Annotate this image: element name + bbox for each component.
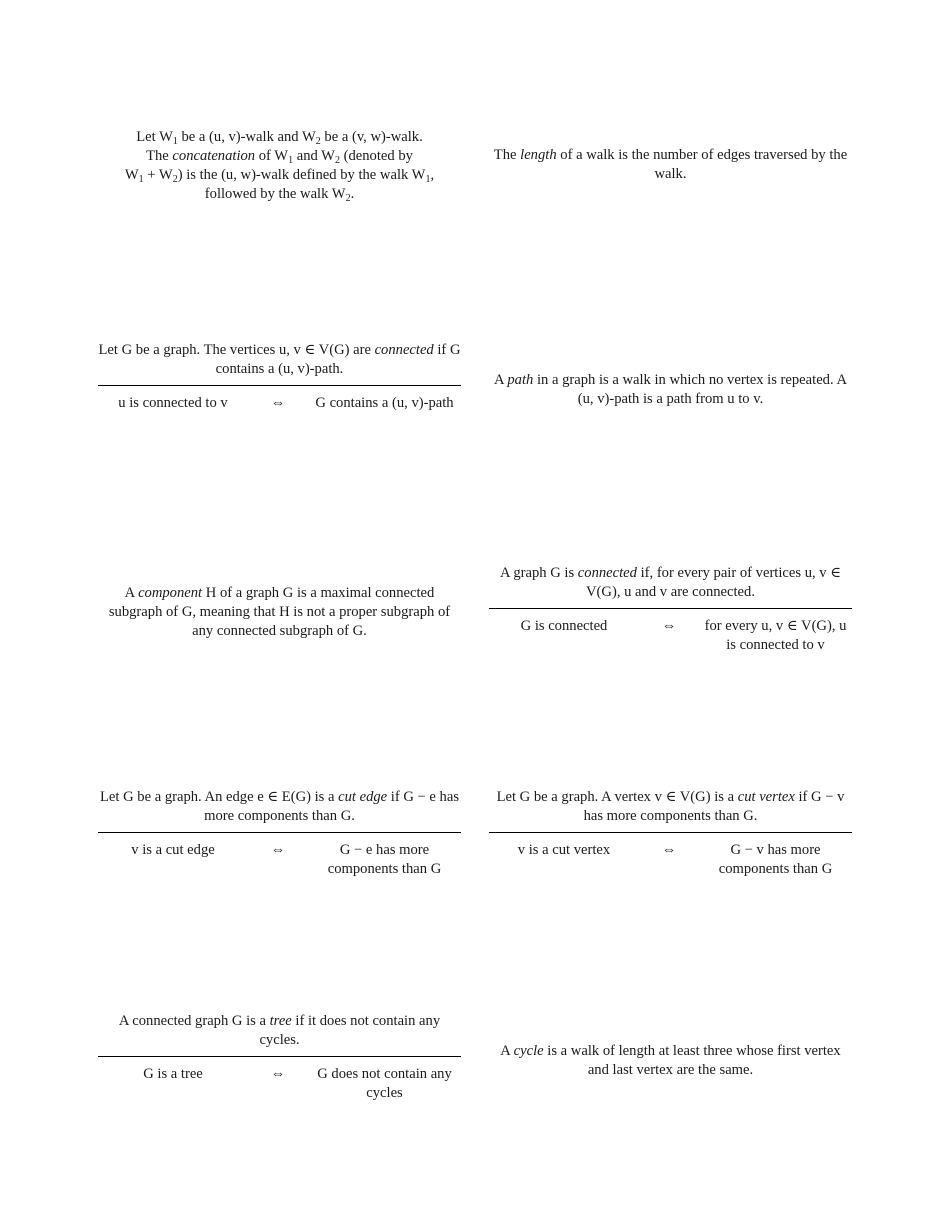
equivalence-lhs: G is a tree: [143, 1066, 203, 1082]
equivalence-rhs: G does not contain any cycles: [317, 1066, 452, 1101]
definition-text: Let G be a graph. The vertices u, v ∈ V(G) are connected if G contains a (u, v)-path.: [98, 342, 461, 377]
definition-text: A graph G is connected if, for every pair of vertices u, v ∈ V(G), u and v are connected.: [499, 565, 842, 600]
card-length: [489, 146, 852, 184]
equivalence: [98, 1057, 461, 1103]
equivalence-lhs: v is a cut vertex: [517, 842, 611, 858]
equivalence-rhs: for every u, v ∈ V(G), u is connected to v: [704, 618, 847, 653]
card-cycle: [489, 1042, 852, 1080]
equivalence: [98, 833, 461, 879]
card-concatenation: [98, 128, 461, 204]
card-vertex-connected: [98, 341, 461, 413]
defined-term: component: [138, 585, 203, 601]
equivalence: [489, 833, 852, 879]
equivalence-lhs: G is connected: [520, 618, 608, 634]
definition-text: A path in a graph is a walk in which no vertex is repeated. A (u, v)-path is a path from u to v.: [493, 372, 848, 407]
defined-term: connected: [577, 565, 637, 581]
iff-symbol: ⇔: [270, 395, 286, 411]
definition-text: A connected graph G is a tree if it does not contain any cycles.: [118, 1013, 441, 1048]
defined-term: cut vertex: [737, 789, 795, 805]
card-component: [98, 584, 461, 641]
equivalence-rhs: G − v has more components than G: [718, 842, 833, 877]
defined-term: cut edge: [338, 789, 388, 805]
defined-term: path: [507, 372, 534, 388]
definition-text: A component H of a graph G is a maximal connected subgraph of G, meaning that H is not a proper subgraph of any connected subgraph of G.: [108, 585, 451, 639]
iff-symbol: ⇔: [270, 1066, 286, 1082]
defined-term: length: [520, 147, 557, 163]
equivalence-rhs: G contains a (u, v)-path: [315, 395, 454, 411]
equivalence-lhs: v is a cut edge: [131, 842, 215, 858]
card-cut-vertex: [489, 788, 852, 879]
defined-term: cycle: [513, 1043, 544, 1059]
definition-text: A cycle is a walk of length at least three whose first vertex and last vertex are the same.: [500, 1043, 841, 1078]
equivalence-lhs: u is connected to v: [118, 395, 228, 411]
definition-text: Let $W_1$ be a (u, v)-walk and $W_2$ be a (v, w)-walk. The concatenation of $W_1$ and $W_2$ (denoted by $W_1 + W_2$) is the (u, w)-walk defined by the walk $W_1$, followed by the walk $W_2$.: [124, 129, 435, 204]
definition-text: Let G be a graph. An edge e ∈ E(G) is a cut edge if G − e has more components than G.: [99, 789, 460, 824]
equivalence: [98, 386, 461, 413]
definition-text: The length of a walk is the number of edges traversed by the walk.: [493, 147, 848, 182]
equivalence: [489, 609, 852, 655]
card-graph-connected: [489, 564, 852, 655]
defined-term: tree: [269, 1013, 292, 1029]
defined-term: concatenation: [172, 148, 256, 164]
iff-symbol: ⇔: [661, 842, 677, 858]
card-path: [489, 371, 852, 409]
defined-term: connected: [374, 342, 434, 358]
card-tree: [98, 1012, 461, 1103]
iff-symbol: ⇔: [270, 842, 286, 858]
definition-text: Let G be a graph. A vertex v ∈ V(G) is a cut vertex if G − v has more components than G.: [496, 789, 845, 824]
card-cut-edge: [98, 788, 461, 879]
iff-symbol: ⇔: [661, 618, 677, 634]
equivalence-rhs: G − e has more components than G: [327, 842, 442, 877]
